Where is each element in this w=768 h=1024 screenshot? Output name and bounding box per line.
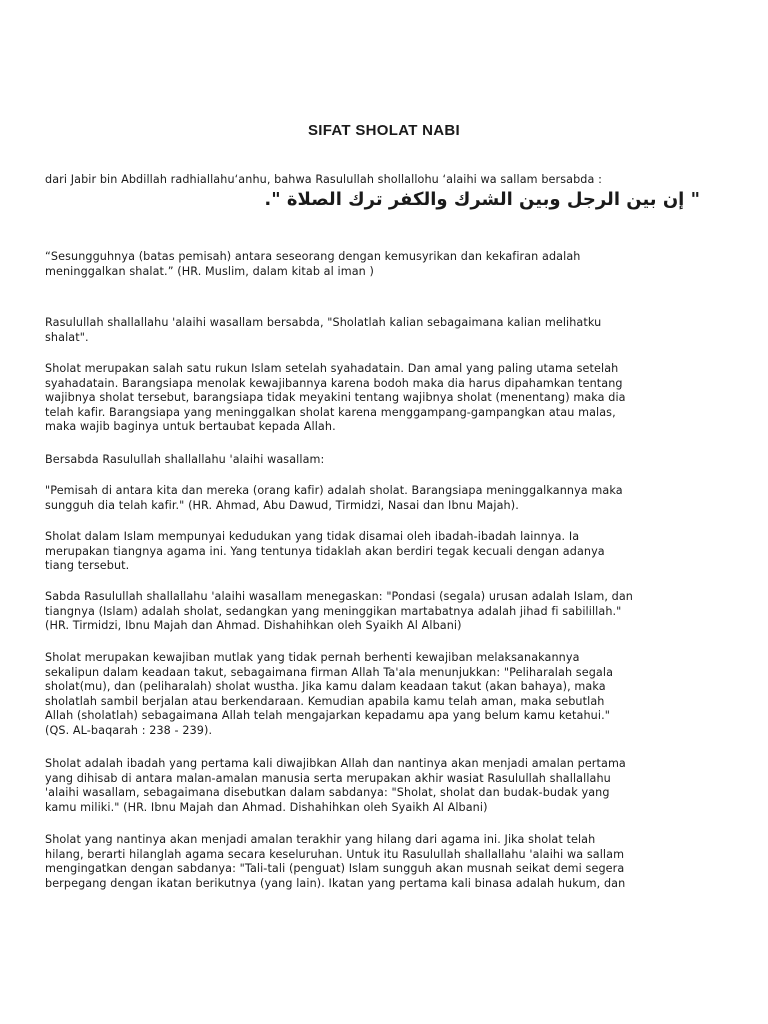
paragraph-6: Sholat dalam Islam mempunyai kedudukan yang tidak disamai oleh ibadah-ibadah lainnya. Ia merupakan tiangnya agama ini. Yang tentunya tidaklah akan berdiri tegak kecuali dengan adanya tiang tersebut.	[45, 530, 605, 573]
paragraph-10: Sholat yang nantinya akan menjadi amalan terakhir yang hilang dari agama ini. Jika sholat telah hilang, berarti hilanglah agama secara keseluruhan. Untuk itu Rasulullah shallallahu 'alaihi wa sallam mengingatkan dengan sabdanya: "Tali-tali (penguat) Islam sungguh akan musnah seikat demi segera berpegang dengan ikatan berikutnya (yang lain). Ikatan yang pertama kali binasa adalah hukum, dan	[45, 833, 626, 890]
paragraph-1: “Sesungguhnya (batas pemisah) antara seseorang dengan kemusyrikan dan kekafiran adalah meninggalkan shalat.” (HR. Muslim, dalam kitab al iman )	[45, 250, 581, 278]
intro-paragraph: dari Jabir bin Abdillah radhiallahu‘anhu, bahwa Rasulullah shollallohu ‘alaihi wa sallam bersabda :	[45, 173, 602, 186]
paragraph-5: "Pemisah di antara kita dan mereka (orang kafir) adalah sholat. Barangsiapa meninggalkannya maka sungguh dia telah kafir." (HR. Ahmad, Abu Dawud, Tirmidzi, Nasai dan Ibnu Majah).	[45, 484, 623, 512]
paragraph-7: Sabda Rasulullah shallallahu 'alaihi wasallam menegaskan: "Pondasi (segala) urusan adalah Islam, dan tiangnya (Islam) adalah sholat, sedangkan yang meninggikan martabatnya adalah jihad fi sabilillah." (HR. Tirmidzi, Ibnu Majah dan Ahmad. Dishahihkan oleh Syaikh Al Albani)	[45, 590, 633, 633]
paragraph-9: Sholat adalah ibadah yang pertama kali diwajibkan Allah dan nantinya akan menjadi amalan pertama yang dihisab di antara malan-amalan manusia serta merupakan akhir wasiat Rasulullah shallallahu 'alaihi wasallam, sebagaimana disebutkan dalam sabdanya: "Sholat, sholat dan budak-budak yang kamu miliki." (HR. Ibnu Majah dan Ahmad. Dishahihkan oleh Syaikh Al Albani)	[45, 757, 626, 814]
paragraph-2: Rasulullah shallallahu 'alaihi wasallam bersabda, "Sholatlah kalian sebagaimana kalian melihatku shalat".	[45, 316, 602, 344]
arabic-hadith: " إن بين الرجل وبين الشرك والكفر ترك الصلاة ".	[264, 189, 700, 210]
paragraph-3: Sholat merupakan salah satu rukun Islam setelah syahadatain. Dan amal yang paling utama setelah syahadatain. Barangsiapa menolak kewajibannya karena bodoh maka dia harus dipahamkan tentang wajibnya sholat tersebut, barangsiapa tidak meyakini tentang wajibnya sholat (menentang) maka dia telah kafir. Barangsiapa yang meninggalkan sholat karena menggampang-gampangkan atau malas, maka wajib baginya untuk bertaubat kepada Allah.	[45, 362, 626, 434]
document-title: SIFAT SHOLAT NABI	[307, 122, 461, 139]
paragraph-4: Bersabda Rasulullah shallallahu 'alaihi wasallam:	[45, 453, 325, 466]
paragraph-8: Sholat merupakan kewajiban mutlak yang tidak pernah berhenti kewajiban melaksanakannya sekalipun dalam keadaan takut, sebagaimana firman Allah Ta'ala menunjukkan: "Peliharalah segala sholat(mu), dan (peliharalah) sholat wustha. Jika kamu dalam keadaan takut (akan bahaya), maka sholatlah sambil berjalan atau berkendaraan. Kemudian apabila kamu telah aman, maka sebutlah Allah (sholatlah) sebagaimana Allah telah mengajarkan kepadamu apa yang belum kamu ketahui." (QS. AL-baqarah : 238 - 239).	[45, 651, 614, 737]
